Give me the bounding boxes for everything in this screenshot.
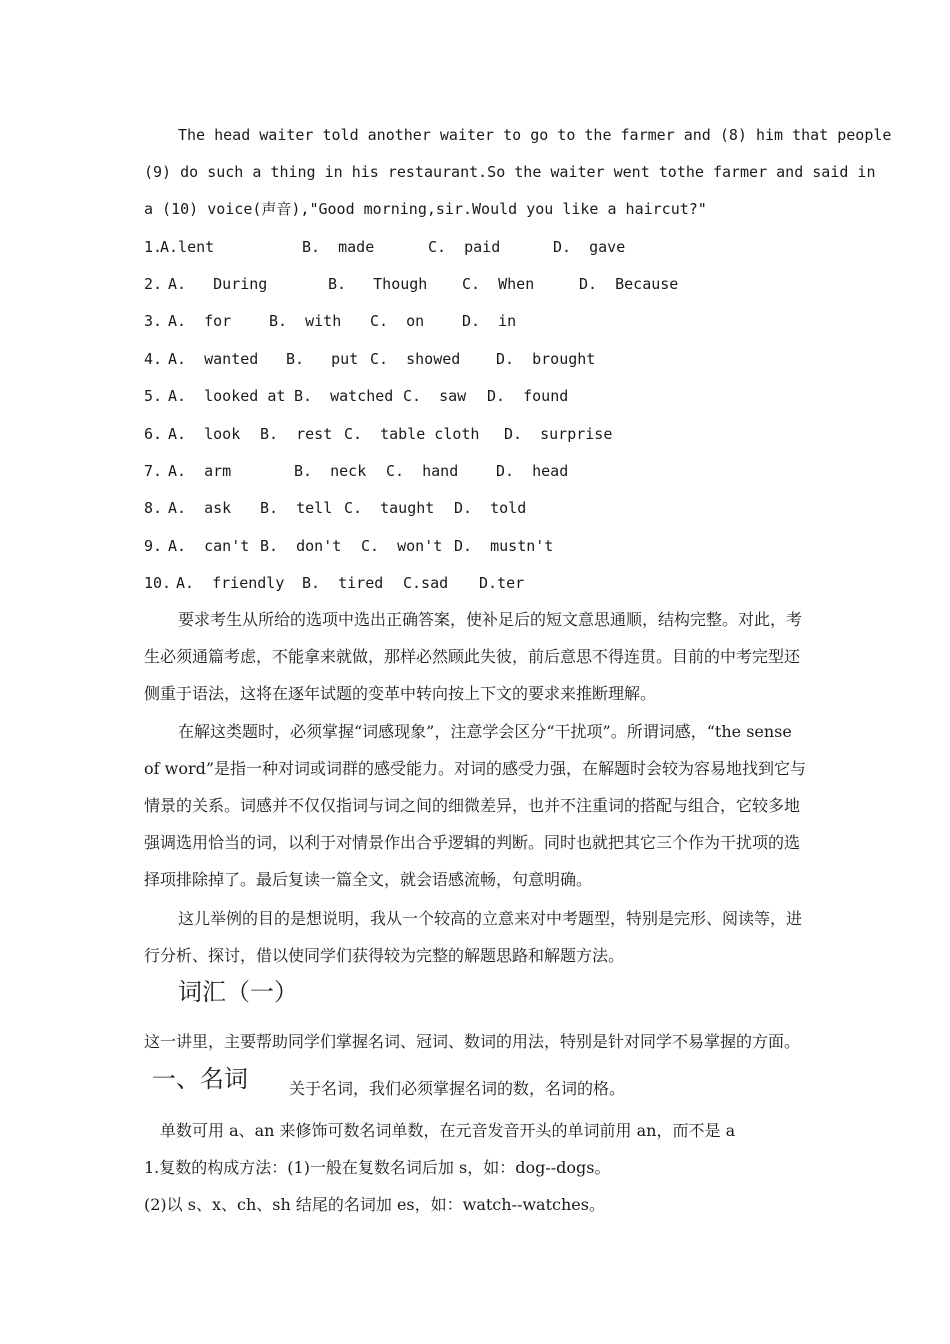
question-number: 10.	[144, 574, 172, 592]
option-a: A. friendly	[176, 574, 285, 592]
option-a: A. wanted	[168, 350, 259, 368]
option-b: B. Though	[328, 275, 428, 293]
option-d: D. brought	[496, 350, 596, 368]
section-intro: 这一讲里，主要帮助同学们掌握名词、冠词、数词的用法，特别是针对同学不易掌握的方面。	[144, 1032, 801, 1051]
option-c: C. on	[370, 312, 425, 330]
question-number: 6.	[144, 425, 163, 443]
option-d: D. surprise	[504, 425, 613, 443]
option-d: D. head	[496, 462, 569, 480]
option-d: D. told	[454, 499, 527, 517]
question-number: 1.	[144, 238, 163, 256]
option-b: B. tell	[260, 499, 333, 517]
option-d: D. mustn't	[454, 537, 554, 555]
option-a: A. arm	[168, 462, 232, 480]
subsection-title: 一、名词	[152, 1065, 248, 1093]
option-b: B. don't	[260, 537, 342, 555]
question-number: 7.	[144, 462, 163, 480]
option-d: D. Because	[579, 275, 679, 293]
option-d: D. in	[462, 312, 517, 330]
option-b: B. watched	[294, 387, 394, 405]
option-a: A. for	[168, 312, 232, 330]
option-a: A. look	[168, 425, 241, 443]
paragraph-1: 要求考生从所给的选项中选出正确答案，使补足后的短文意思通顺，结构完整。对此，考生必须通篇考虑，不能拿来就做，那样必然顾此失彼，前后意思不得连贯。目前的中考完型还侧重于语法，这将在逐年试题的变革中转向按上下文的要求来推断理解。	[144, 610, 803, 703]
option-c: C. showed	[370, 350, 461, 368]
paragraph-3: 这儿举例的目的是想说明，我从一个较高的立意来对中考题型，特别是完形、阅读等，进行分析、探讨，借以使同学们获得较为完整的解题思路和解题方法。	[144, 909, 803, 965]
option-b: B. rest	[260, 425, 333, 443]
option-b: B. tired	[302, 574, 384, 592]
option-c: C. taught	[344, 499, 435, 517]
option-b: B. made	[302, 238, 375, 256]
option-b: B. neck	[294, 462, 367, 480]
paragraph-2: 在解这类题时，必须掌握“词感现象”，注意学会区分“干扰项”。所谓词感，“the sense of word”是指一种对词或词群的感受能力。对词的感受力强，在解题时会较为容易地找到它与情景的关系。词感并不仅仅指词与词之间的细微差异，也并不注重词的搭配与组合，它较多地强调选用恰当的词，以利于对情景作出合乎逻辑的判断。同时也就把其它三个作为干扰项的选择项排除掉了。最后复读一篇全文，就会语感流畅，句意明确。	[144, 722, 807, 889]
option-a: A. looked at	[168, 387, 286, 405]
option-c: C. When	[462, 275, 535, 293]
option-a: A. can't	[168, 537, 250, 555]
option-a: A. During	[168, 275, 268, 293]
option-b: B. with	[269, 312, 342, 330]
option-c: C. saw	[403, 387, 467, 405]
option-c: C. won't	[361, 537, 443, 555]
plural-rule-2: (2)以 s、x、ch、sh 结尾的名词加 es，如：watch--watches。	[144, 1195, 605, 1214]
question-number: 9.	[144, 537, 163, 555]
option-c: C. table cloth	[344, 425, 480, 443]
passage-line-2: (9) do such a thing in his restaurant.So the waiter went tothe farmer and said in	[144, 163, 876, 181]
option-d: D.ter	[479, 574, 525, 592]
section-title: 词汇（一）	[178, 978, 298, 1006]
question-number: 3.	[144, 312, 163, 330]
option-a: A.lent	[160, 238, 215, 256]
passage-line-3: a (10) voice(声音),"Good morning,sir.Would you like a haircut?"	[144, 200, 707, 218]
question-number: 2.	[144, 275, 163, 293]
question-number: 5.	[144, 387, 163, 405]
option-d: D. found	[487, 387, 569, 405]
option-c: C. paid	[428, 238, 501, 256]
plural-rule-1: 1.复数的构成方法：(1)一般在复数名词后加 s，如：dog--dogs。	[144, 1158, 611, 1177]
question-number: 4.	[144, 350, 163, 368]
option-d: D. gave	[553, 238, 626, 256]
option-b: B. put	[286, 350, 359, 368]
option-c: C.sad	[403, 574, 449, 592]
question-number: 8.	[144, 499, 163, 517]
subsection-note: 关于名词，我们必须掌握名词的数，名词的格。	[289, 1079, 626, 1098]
singular-rule: 单数可用 a、an 来修饰可数名词单数，在元音发音开头的单词前用 an，而不是 a	[160, 1121, 736, 1140]
option-c: C. hand	[386, 462, 459, 480]
option-a: A. ask	[168, 499, 232, 517]
passage-line-1: The head waiter told another waiter to go to the farmer and (8) him that people	[178, 126, 892, 144]
